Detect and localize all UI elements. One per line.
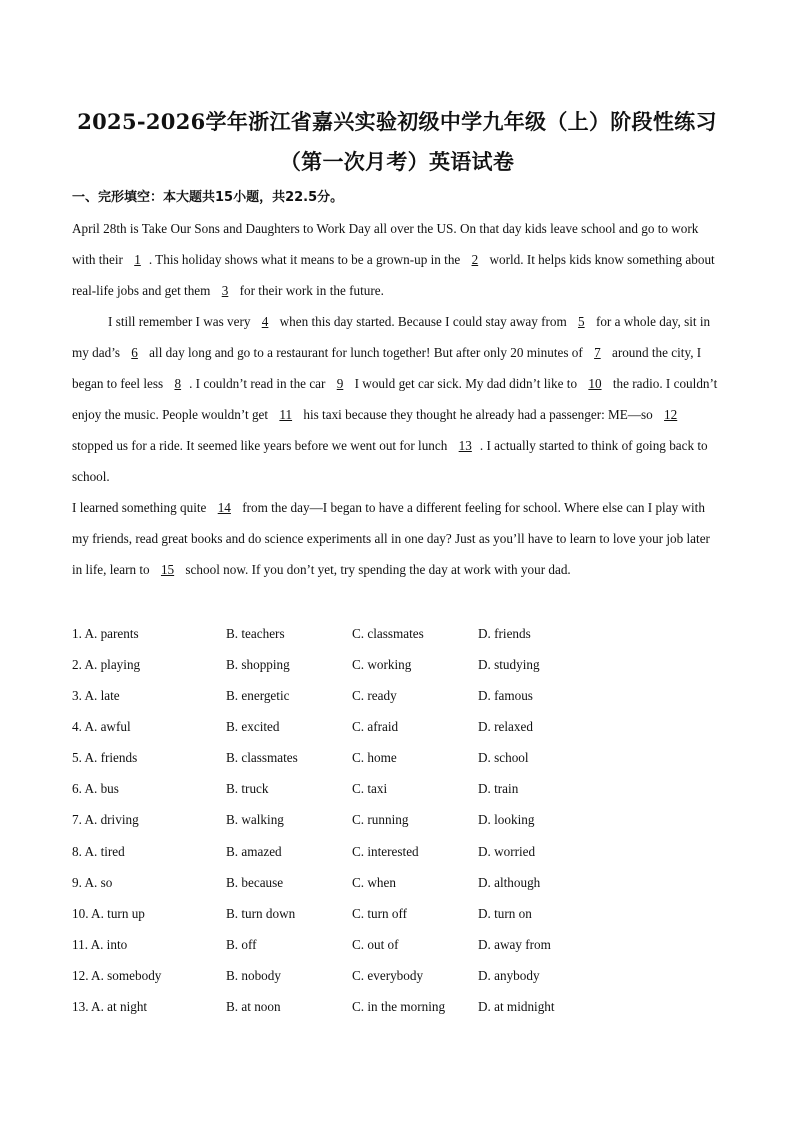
option-c: C. in the morning: [352, 999, 446, 1015]
blank-2: 2: [471, 252, 479, 267]
blank-11: 11: [279, 407, 293, 422]
option-b: B. because: [226, 874, 284, 890]
option-c: C. ready: [352, 687, 397, 703]
option-d: D. school: [478, 750, 529, 766]
option-c: C. when: [352, 874, 396, 890]
option-a: 10. A. turn up: [72, 905, 145, 921]
option-c: C. everybody: [352, 968, 424, 984]
exam-title-line1: 2025-2026学年浙江省嘉兴实验初级中学九年级（上）阶段性练习: [77, 109, 717, 134]
blank-4: 4: [261, 314, 269, 329]
blank-9: 9: [336, 376, 344, 391]
passage-text: the radio. I couldn’t enjoy the music. People wouldn’t get: [72, 376, 718, 422]
passage-text: I still remember I was very: [108, 314, 254, 329]
option-b: B. truck: [226, 781, 269, 797]
option-d: D. train: [478, 781, 519, 797]
passage-text: . This holiday shows what it means to be a grown-up in the: [148, 252, 464, 267]
option-b: B. shopping: [226, 656, 290, 672]
question-row: [72, 898, 722, 929]
question-row: [72, 805, 722, 836]
blank-14: 14: [217, 500, 231, 515]
passage-text: around the city, I began to feel less: [72, 345, 702, 391]
option-a: 5. A. friends: [72, 750, 138, 766]
option-d: D. although: [478, 874, 541, 890]
option-c: C. working: [352, 656, 412, 672]
option-b: B. walking: [226, 812, 284, 828]
option-c: C. afraid: [352, 718, 399, 734]
option-a: 4. A. awful: [72, 718, 131, 734]
option-b: B. off: [226, 936, 257, 952]
option-c: C. home: [352, 750, 397, 766]
question-row: [72, 961, 722, 992]
passage-text: for a whole day, sit in my dad’s: [72, 314, 711, 360]
passage-text: for their work in the future.: [236, 283, 384, 298]
section-heading: 一、完形填空：本大题共15小题，共22.5分。: [72, 190, 344, 205]
question-row: [72, 867, 722, 898]
option-d: D. friends: [478, 625, 531, 641]
passage-text: world. It helps kids know something about real-life jobs and get them: [72, 252, 715, 298]
question-row: [72, 992, 722, 1023]
option-d: D. relaxed: [478, 718, 533, 734]
option-a: 12. A. somebody: [72, 968, 162, 984]
question-row: [72, 618, 722, 649]
option-d: D. looking: [478, 812, 535, 828]
blank-8: 8: [174, 376, 182, 391]
passage-text: . I actually started to think of going back to school.: [72, 438, 708, 484]
option-a: 9. A. so: [72, 874, 113, 890]
option-d: D. studying: [478, 656, 540, 672]
option-d: D. famous: [478, 687, 533, 703]
question-row: [72, 774, 722, 805]
option-c: C. interested: [352, 843, 419, 859]
blank-12: 12: [664, 407, 678, 422]
option-a: 7. A. driving: [72, 812, 139, 828]
option-b: B. excited: [226, 718, 280, 734]
passage-text: I learned something quite: [72, 500, 210, 515]
blank-10: 10: [588, 376, 602, 391]
option-b: B. energetic: [226, 687, 290, 703]
blank-7: 7: [594, 345, 601, 360]
passage-text: I would get car sick. My dad didn’t like to: [351, 376, 581, 391]
passage-text: his taxi because they thought he already had a passenger: ME—so: [300, 407, 657, 422]
blank-5: 5: [578, 314, 585, 329]
passage-text: stopped us for a ride. It seemed like years before we went out for lunch: [72, 438, 451, 453]
option-a: 2. A. playing: [72, 656, 141, 672]
option-d: D. at midnight: [478, 999, 555, 1015]
option-c: C. running: [352, 812, 409, 828]
option-d: D. away from: [478, 936, 551, 952]
question-row: [72, 836, 722, 867]
passage-text: . I couldn’t read in the car: [189, 376, 329, 391]
option-d: D. turn on: [478, 905, 532, 921]
question-row: [72, 680, 722, 711]
option-a: 3. A. late: [72, 687, 120, 703]
option-a: 1. A. parents: [72, 625, 139, 641]
option-c: C. taxi: [352, 781, 388, 797]
passage-text: from the day—I began to have a different feeling for school. Where else can I play with my friends, read great books and do science experiments all in one day? Just as you’ll have to learn to love your job later in life, learn to: [72, 500, 710, 577]
blank-15: 15: [160, 562, 175, 577]
option-a: 13. A. at night: [72, 999, 148, 1015]
question-row: [72, 711, 722, 742]
option-b: B. classmates: [226, 750, 298, 766]
option-b: B. amazed: [226, 843, 282, 859]
blank-13: 13: [458, 438, 472, 453]
option-b: B. at noon: [226, 999, 281, 1015]
option-b: B. turn down: [226, 905, 296, 921]
blank-3: 3: [221, 283, 229, 298]
exam-title-line2: （第一次月考）英语试卷: [279, 149, 515, 174]
option-c: C. out of: [352, 936, 399, 952]
option-b: B. nobody: [226, 968, 281, 984]
question-row: [72, 743, 722, 774]
option-a: 11. A. into: [72, 936, 128, 952]
blank-6: 6: [131, 345, 138, 360]
passage-text: school now. If you don’t yet, try spending the day at work with your dad.: [182, 562, 571, 577]
option-a: 8. A. tired: [72, 843, 125, 859]
passage-text: April 28th is Take Our Sons and Daughters to Work Day all over the US. On that day kids leave school and go to work with their: [72, 221, 699, 267]
option-c: C. turn off: [352, 905, 408, 921]
option-b: B. teachers: [226, 625, 285, 641]
passage-paragraph-2: [72, 306, 722, 492]
passage-paragraph-1: [72, 213, 722, 306]
option-c: C. classmates: [352, 625, 424, 641]
passage-paragraph-3: [72, 492, 722, 585]
answer-options: [72, 618, 722, 1023]
blank-1: 1: [134, 252, 141, 267]
question-row: [72, 649, 722, 680]
option-a: 6. A. bus: [72, 781, 119, 797]
question-row: [72, 929, 722, 960]
passage-text: when this day started. Because I could stay away from: [276, 314, 571, 329]
passage-text: all day long and go to a restaurant for lunch together! But after only 20 minutes of: [145, 345, 587, 360]
option-d: D. anybody: [478, 968, 540, 984]
option-d: D. worried: [478, 843, 536, 859]
